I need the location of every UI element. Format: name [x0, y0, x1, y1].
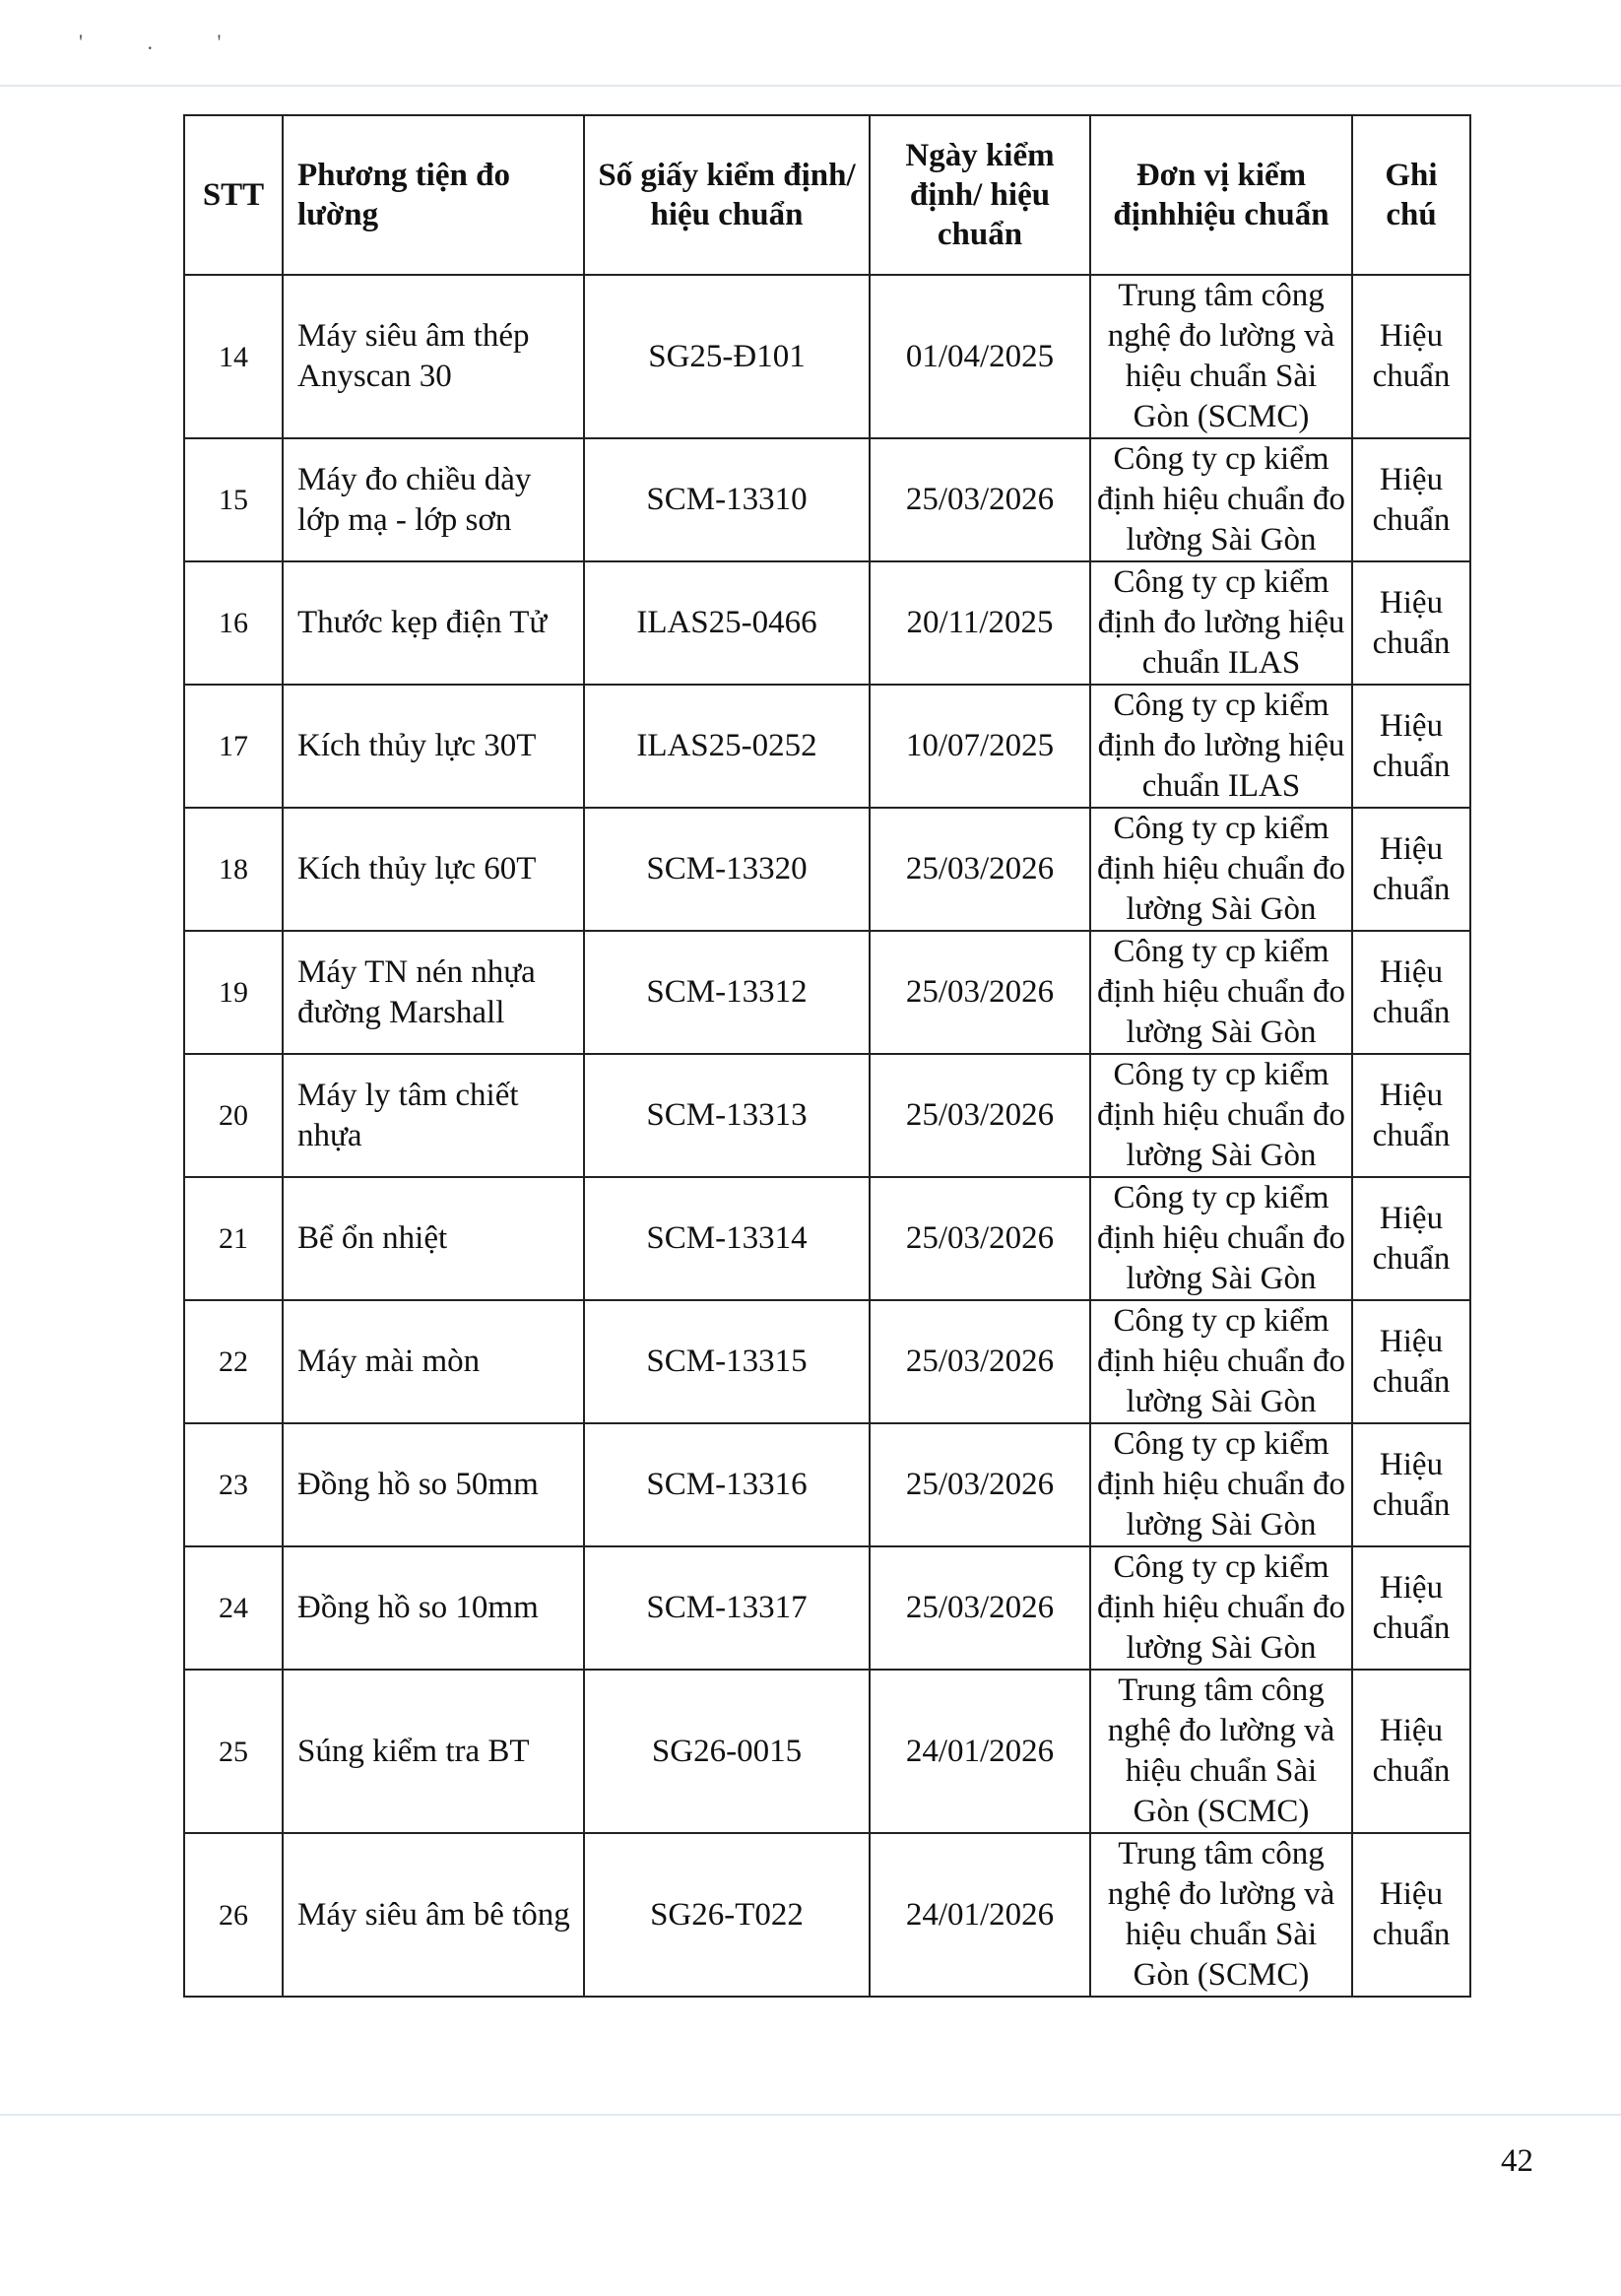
cell-date: 24/01/2026 [870, 1670, 1090, 1833]
cell-certificate-no: ILAS25-0252 [584, 685, 870, 808]
cell-unit: Công ty cp kiểm định hiệu chuẩn đo lường Sài Gòn [1090, 1423, 1352, 1546]
cell-stt: 23 [184, 1423, 283, 1546]
table-row [184, 561, 1470, 685]
cell-stt: 25 [184, 1670, 283, 1833]
table-row [184, 1670, 1470, 1833]
cell-device: Thước kẹp điện Tử [283, 561, 584, 685]
cell-device: Máy siêu âm bê tông [283, 1833, 584, 1997]
cell-date: 25/03/2026 [870, 1423, 1090, 1546]
table-row [184, 1177, 1470, 1300]
table-row [184, 1546, 1470, 1670]
cell-stt: 22 [184, 1300, 283, 1423]
cell-certificate-no: ILAS25-0466 [584, 561, 870, 685]
header-date: Ngày kiểm định/ hiệu chuẩn [870, 115, 1090, 275]
cell-certificate-no: SCM-13312 [584, 931, 870, 1054]
cell-note: Hiệu chuẩn [1352, 808, 1470, 931]
cell-device: Máy siêu âm thép Anyscan 30 [283, 275, 584, 438]
cell-stt: 21 [184, 1177, 283, 1300]
cell-date: 25/03/2026 [870, 438, 1090, 561]
cell-date: 10/07/2025 [870, 685, 1090, 808]
header-stt: STT [184, 115, 283, 275]
cell-date: 01/04/2025 [870, 275, 1090, 438]
cell-certificate-no: SCM-13317 [584, 1546, 870, 1670]
header-unit: Đơn vị kiểm địnhhiệu chuẩn [1090, 115, 1352, 275]
cell-device: Đồng hồ so 50mm [283, 1423, 584, 1546]
cell-certificate-no: SCM-13316 [584, 1423, 870, 1546]
page-number: 42 [1501, 2143, 1533, 2179]
cell-unit: Trung tâm công nghệ đo lường và hiệu chuẩn Sài Gòn (SCMC) [1090, 1670, 1352, 1833]
cell-note: Hiệu chuẩn [1352, 1833, 1470, 1997]
cell-date: 25/03/2026 [870, 931, 1090, 1054]
table-row [184, 275, 1470, 438]
cell-unit: Công ty cp kiểm định đo lường hiệu chuẩn ILAS [1090, 561, 1352, 685]
cell-certificate-no: SCM-13314 [584, 1177, 870, 1300]
cell-unit: Trung tâm công nghệ đo lường và hiệu chuẩn Sài Gòn (SCMC) [1090, 275, 1352, 438]
cell-certificate-no: SCM-13313 [584, 1054, 870, 1177]
cell-unit: Công ty cp kiểm định đo lường hiệu chuẩn ILAS [1090, 685, 1352, 808]
cell-certificate-no: SG26-0015 [584, 1670, 870, 1833]
cell-unit: Công ty cp kiểm định hiệu chuẩn đo lường Sài Gòn [1090, 931, 1352, 1054]
cell-note: Hiệu chuẩn [1352, 1300, 1470, 1423]
cell-note: Hiệu chuẩn [1352, 275, 1470, 438]
scan-line-top [0, 85, 1621, 87]
header-device: Phương tiện đo lường [283, 115, 584, 275]
cell-date: 24/01/2026 [870, 1833, 1090, 1997]
cell-stt: 16 [184, 561, 283, 685]
cell-unit: Công ty cp kiểm định hiệu chuẩn đo lường Sài Gòn [1090, 1546, 1352, 1670]
cell-device: Máy mài mòn [283, 1300, 584, 1423]
cell-date: 25/03/2026 [870, 808, 1090, 931]
scan-line-bottom [0, 2114, 1621, 2116]
cell-date: 20/11/2025 [870, 561, 1090, 685]
cell-unit: Công ty cp kiểm định hiệu chuẩn đo lường Sài Gòn [1090, 808, 1352, 931]
scan-marks: ' . ' [79, 30, 251, 54]
cell-unit: Công ty cp kiểm định hiệu chuẩn đo lường Sài Gòn [1090, 1177, 1352, 1300]
table-row [184, 1300, 1470, 1423]
cell-stt: 14 [184, 275, 283, 438]
table-row [184, 1423, 1470, 1546]
cell-device: Đồng hồ so 10mm [283, 1546, 584, 1670]
table-row [184, 1054, 1470, 1177]
cell-device: Máy đo chiều dày lớp mạ - lớp sơn [283, 438, 584, 561]
table-row [184, 438, 1470, 561]
cell-stt: 24 [184, 1546, 283, 1670]
cell-certificate-no: SCM-13320 [584, 808, 870, 931]
calibration-table [183, 114, 1471, 1998]
cell-note: Hiệu chuẩn [1352, 1177, 1470, 1300]
cell-unit: Công ty cp kiểm định hiệu chuẩn đo lường Sài Gòn [1090, 1054, 1352, 1177]
cell-stt: 20 [184, 1054, 283, 1177]
cell-note: Hiệu chuẩn [1352, 1670, 1470, 1833]
cell-unit: Công ty cp kiểm định hiệu chuẩn đo lường Sài Gòn [1090, 1300, 1352, 1423]
cell-device: Kích thủy lực 60T [283, 808, 584, 931]
cell-date: 25/03/2026 [870, 1300, 1090, 1423]
cell-stt: 26 [184, 1833, 283, 1997]
header-certificate-no: Số giấy kiểm định/ hiệu chuẩn [584, 115, 870, 275]
cell-unit: Công ty cp kiểm định hiệu chuẩn đo lường Sài Gòn [1090, 438, 1352, 561]
cell-stt: 19 [184, 931, 283, 1054]
table-header-row [184, 115, 1470, 275]
cell-device: Bể ổn nhiệt [283, 1177, 584, 1300]
table-row [184, 1833, 1470, 1997]
cell-note: Hiệu chuẩn [1352, 438, 1470, 561]
cell-device: Súng kiểm tra BT [283, 1670, 584, 1833]
table-row [184, 685, 1470, 808]
cell-date: 25/03/2026 [870, 1546, 1090, 1670]
cell-date: 25/03/2026 [870, 1177, 1090, 1300]
cell-note: Hiệu chuẩn [1352, 1054, 1470, 1177]
cell-certificate-no: SCM-13315 [584, 1300, 870, 1423]
header-note: Ghi chú [1352, 115, 1470, 275]
cell-unit: Trung tâm công nghệ đo lường và hiệu chuẩn Sài Gòn (SCMC) [1090, 1833, 1352, 1997]
cell-device: Máy TN nén nhựa đường Marshall [283, 931, 584, 1054]
cell-stt: 17 [184, 685, 283, 808]
cell-device: Máy ly tâm chiết nhựa [283, 1054, 584, 1177]
cell-note: Hiệu chuẩn [1352, 561, 1470, 685]
cell-note: Hiệu chuẩn [1352, 1423, 1470, 1546]
cell-stt: 15 [184, 438, 283, 561]
cell-certificate-no: SCM-13310 [584, 438, 870, 561]
cell-note: Hiệu chuẩn [1352, 931, 1470, 1054]
cell-note: Hiệu chuẩn [1352, 685, 1470, 808]
cell-date: 25/03/2026 [870, 1054, 1090, 1177]
cell-note: Hiệu chuẩn [1352, 1546, 1470, 1670]
cell-certificate-no: SG26-T022 [584, 1833, 870, 1997]
table-row [184, 931, 1470, 1054]
cell-device: Kích thủy lực 30T [283, 685, 584, 808]
cell-stt: 18 [184, 808, 283, 931]
table-row [184, 808, 1470, 931]
cell-certificate-no: SG25-Đ101 [584, 275, 870, 438]
